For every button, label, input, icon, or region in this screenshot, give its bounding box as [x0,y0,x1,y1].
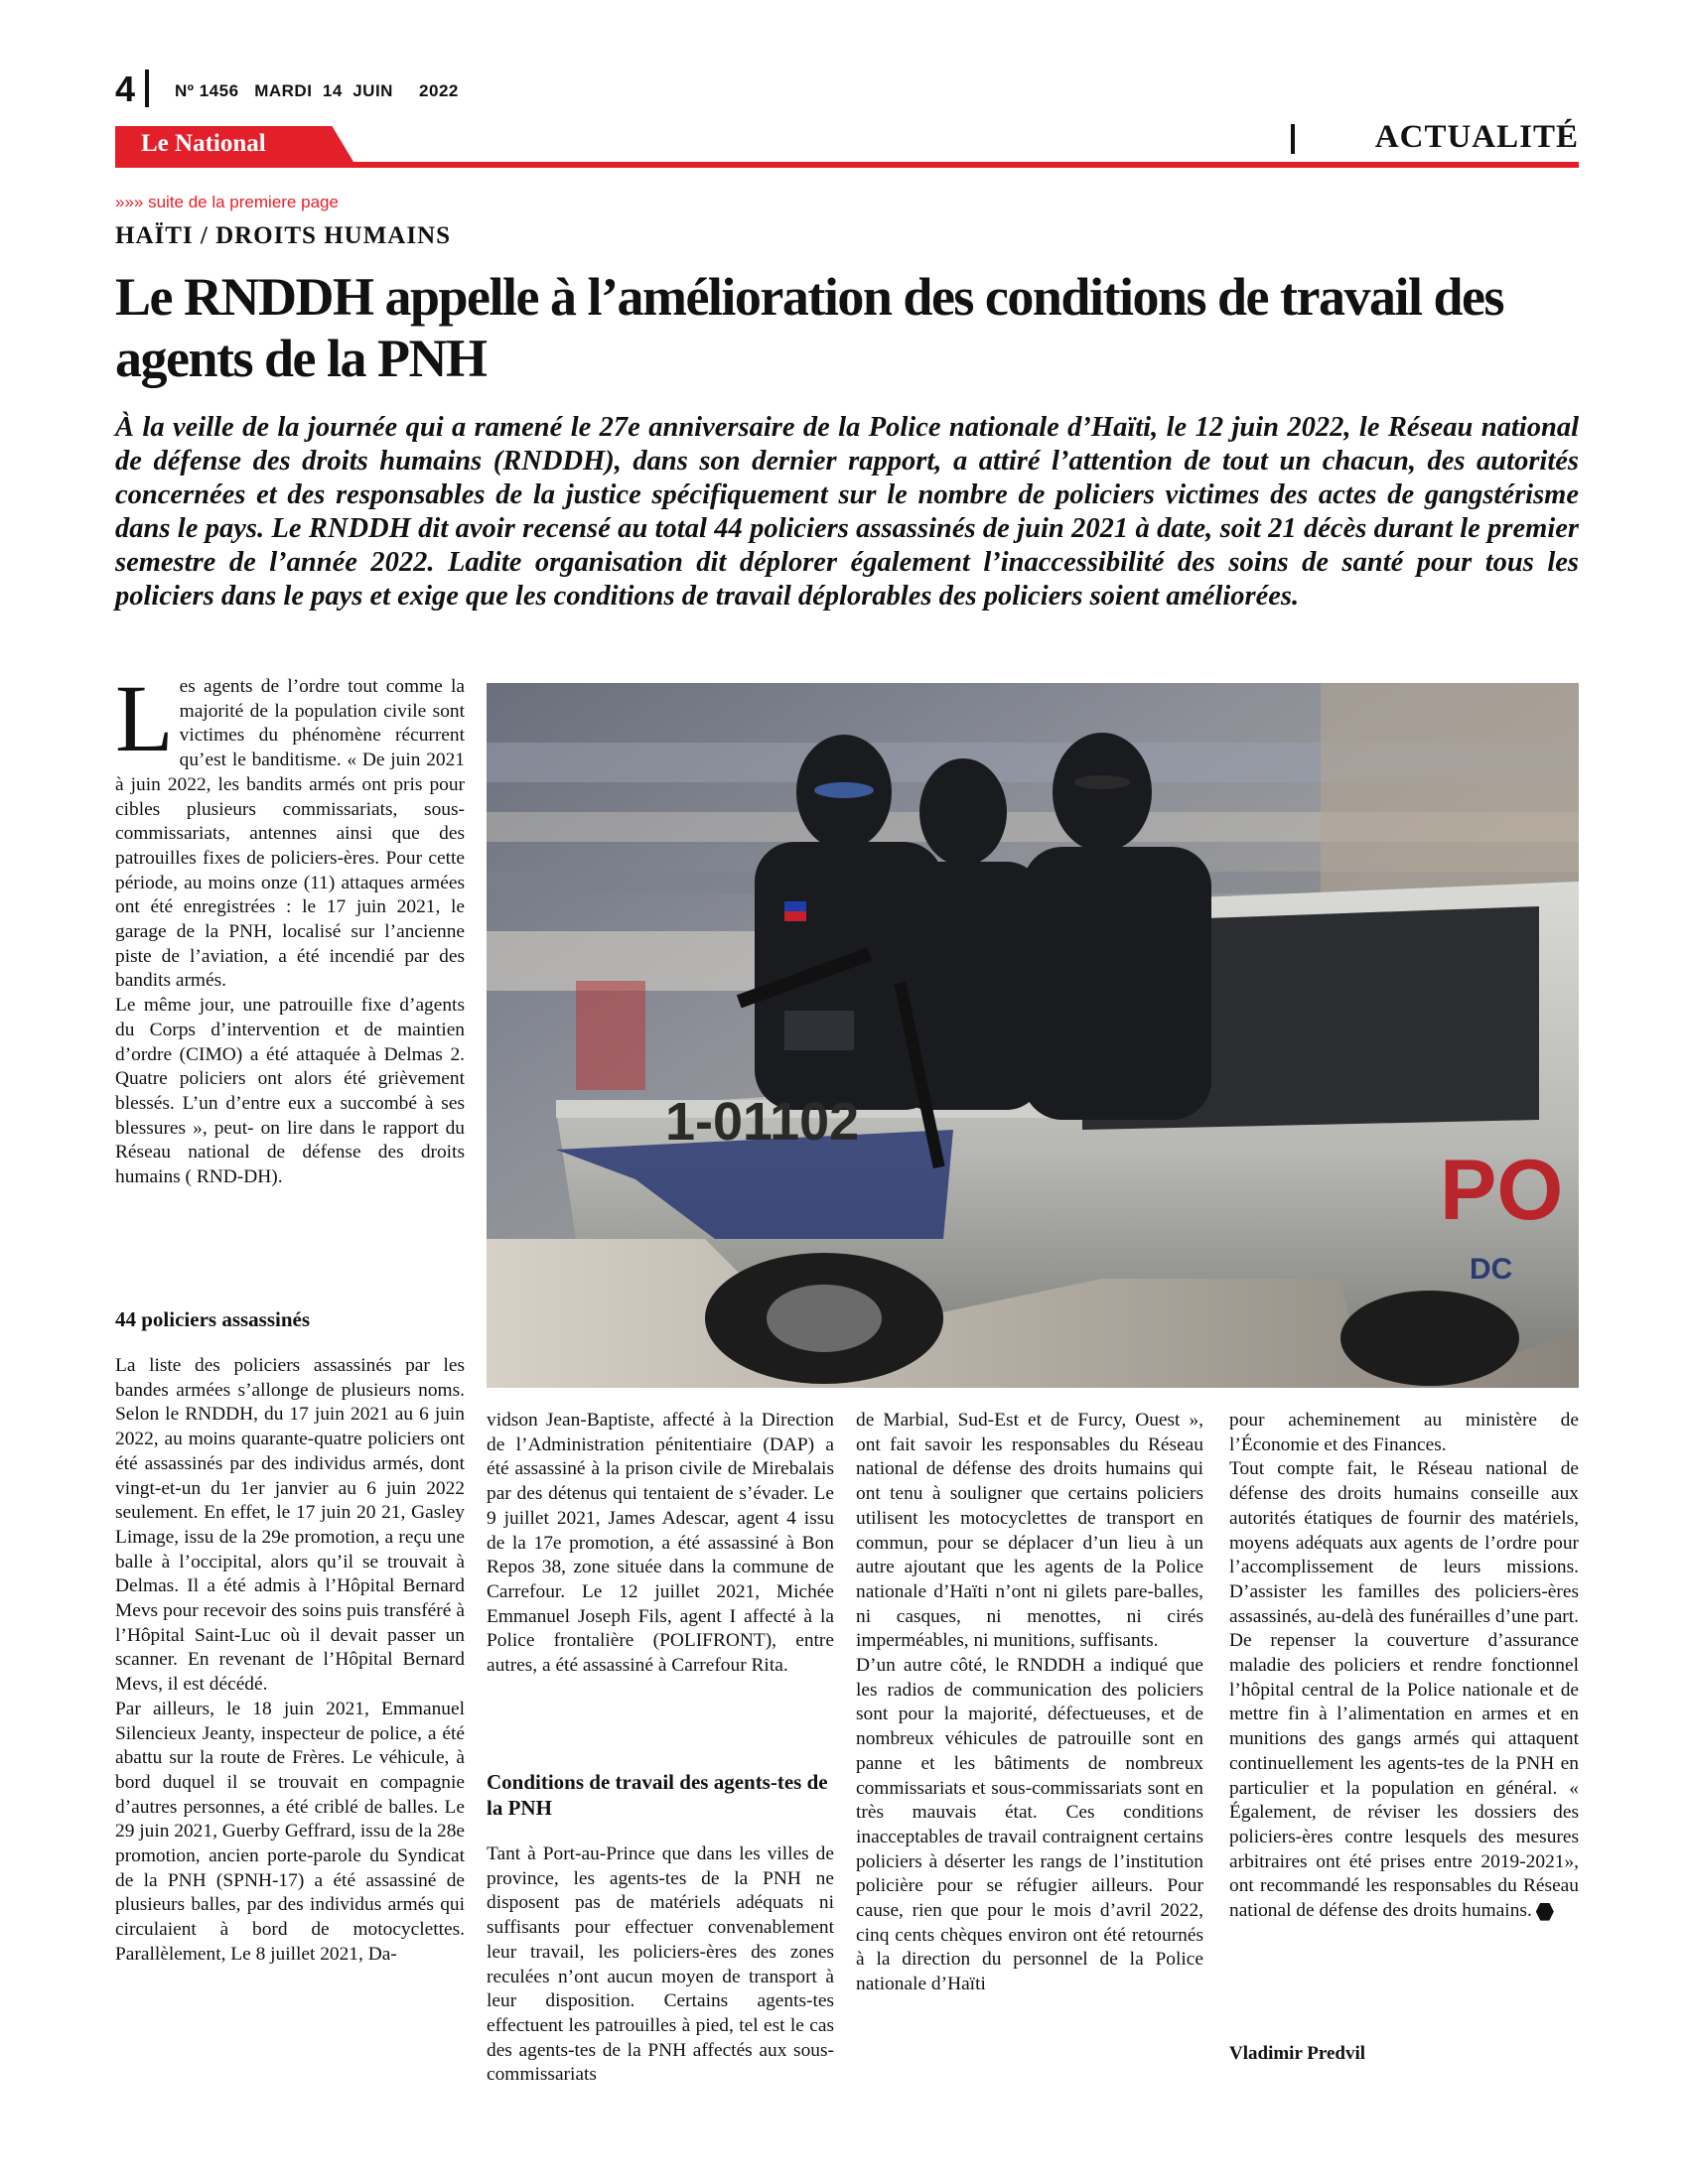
paragraph-9: pour acheminement au ministère de l’Économie et des Finances. [1229,1410,1579,1455]
paragraph-10: Tout compte fait, le Réseau national de défense des droits humains conseille aux autorités étatiques de fournir des matériels, moyens adéquats aux agents de l’ordre pour l’accomplissement de leurs missions. D’assister les familles des policiers-ères assassinés, au-delà des funérailles d’une part. De repenser la couverture d’assurance maladie des policiers et rendre fonctionnel l’hôpital central de la Police nationale et de mettre fin à l’alimentation en armes et en munitions des gangs armés qui attaquent continuellement les agents-tes de la PNH en particulier et la population en général. « Également, de réviser les dossiers des policiers-ères contre lesquels des mesures arbitraires ont été prises entre 2019-2021», ont recommandé les responsables du Réseau national de défense des droits humains. [1229,1458,1579,1922]
police-truck-image [487,683,1579,1388]
article-lede: À la veille de la journée qui a ramené le 27e anniversaire de la Police nationale d’Haïti, le 12 juin 2022, le Réseau national de défense des droits humains (RNDDH), dans son dernier rapport, a attiré l’attention de tout un chacun, des autorités concernées et des responsables de la justice spécifiquement sur le nombre de policiers victimes des actes de gangstérisme dans le pays. Le RNDDH dit avoir recensé au total 44 policiers assassinés de juin 2021 à date, soit 21 décès durant le premier semestre de l’année 2022. Ladite organisation dit déplorer également l’inaccessibilité des soins de santé pour tous les policiers dans le pays et exige que les conditions de travail déplorables des policiers soient améliorées. [115,412,1579,612]
paragraph-8: D’un autre côté, le RNDDH a indiqué que les radios de communication des policiers sont pour la majorité, défectueuses, et de nombreux véhicules de patrouille sont en panne et les bâtiments de nombreux commissariats et sous-commissariats sont en très mauvais état. Ces conditions inacceptables de travail contraignent certains policiers à déserter les rangs de l’institution policière pour se réfugier ailleurs. Pour cause, rien que pour le mois d’avril 2022, cinq cents chèques environ ont été retournés à la direction du personnel de la Police nationale d’Haïti [856,1655,1203,1995]
paragraph-4: Par ailleurs, le 18 juin 2021, Emmanuel Silencieux Jeanty, inspecteur de police, a été abattu sur la route de Frères. Le véhicule, à bord duquel il se trouvait en compagnie d’autres personnes, a été criblé de balles. Le 29 juin 2021, Guerby Geffrard, issu de la 28e promotion, ancien porte-parole du Syndicat de la PNH (SPNH-17) a été assassiné de plusieurs balles, par des individus armés qui circulaient à bord de motocyclettes. Parallèlement, Le 8 juillet 2021, Da- [115,1698,465,1965]
issue-date-line: Nº 1456 MARDI 14 JUIN 2022 [175,81,459,100]
paragraph-7: de Marbial, Sud-Est et de Furcy, Ouest », ont fait savoir les responsables du Réseau national de défense des droits humains qui ont tenu à souligner que certains policiers utilisent les motocyclettes de transport en commun, pour se déplacer d’un lieu à un autre ajoutant que les agents de la Police nationale d’Haïti n’ont ni gilets pare-balles, ni casques, ni menottes, ni cirés imperméables, ni munitions, suffisants. [856,1410,1203,1652]
column-4 [1229,1409,1579,1924]
door-sub-lettering: DC [1470,1253,1513,1286]
page-number-divider [145,69,149,107]
section-title: ACTUALITÉ [1374,119,1579,155]
article-headline: Le RNDDH appelle à l’amélioration des conditions de travail des agents de la PNH [115,267,1503,388]
vehicle-number: 1-01102 [665,1092,860,1152]
continued-note: »»» suite de la premiere page [115,193,339,211]
column-1-body [115,1354,465,1968]
page-number: 4 [115,68,136,109]
paragraph-1: es agents de l’ordre tout comme la majorité de la population civile sont victimes du phénomène récurrent qu’est le banditisme. « De juin 2021 à juin 2022, les bandits armés ont pris pour cibles plusieurs commissariats, sous-commissariats, antennes ainsi que des patrouilles fixes de policiers-ères. Pour cette période, au moins onze (11) attaques armées ont été enregistrées : le 17 juin 2021, le garage de la PNH, localisé sur l’ancienne piste de l’aviation, a été incendié par des bandits armés. [115,676,465,992]
column-1-intro [115,665,465,1190]
paragraph-5: vidson Jean-Baptiste, affecté à la Direction de l’Administration pénitentiaire (DAP) a été assassiné à la prison civile de Mirebalais par des détenus qui tentaient de s’évader. Le 9 juillet 2021, James Adescar, agent 4 issu de la 17e promotion, a été assassiné à Bon Repos 38, zone située dans la commune de Carrefour. Le 12 juillet 2021, Michée Emmanuel Joseph Fils, agent I affecté à la Police frontalière (POLIFRONT), entre autres, a été assassiné à Carrefour Rita. [487,1410,834,1677]
column-2-body [487,1843,834,2088]
paragraph-6: Tant à Port-au-Prince que dans les villes de province, les agents-tes de la PNH ne disposent pas de matériels adéquats ni suffisants pour effectuer convenablement leur travail, les policiers-ères des zones reculées n’ont aucun moyen de transport à leur disposition. Certains agents-tes effectuent les patrouilles à pied, tel est le cas des agents-tes de la PNH affectés aux sous-commissariats [487,1843,834,2086]
paragraph-2: Le même jour, une patrouille fixe d’agents du Corps d’intervention et de maintien d’ordre (CIMO) a été attaquée à Delmas 2. Quatre policiers ont alors été grièvement blessés. L’un d’entre eux a succombé à ses blessures », peut- on lire dans le rapport du Réseau national de défense des droits humains ( RND-DH). [115,995,465,1188]
paragraph-3: La liste des policiers assassinés par les bandes armées s’allonge de plusieurs noms. Selon le RNDDH, du 17 juin 2021 au 6 juin 2022, au moins quarante-quatre policiers ont été assassinés par des individus armés, dont vingt-et-un du 1er janvier au 6 juin 2022 seulement. En effet, le 17 juin 20 21, Gasley Limage, issu de la 29e promotion, a reçu une balle à l’occipital, alors qu’il se trouvait à Delmas. Il a été admis à l’Hôpital Bernard Mevs pour recevoir des soins puis transféré à l’Hôpital Saint-Luc où il devait passer un scanner. En revenant de l’Hôpital Bernard Mevs, il est décédé. [115,1355,465,1696]
door-lettering: PO [1440,1143,1564,1238]
header-rule [115,162,1579,168]
article-photo [487,683,1579,1388]
drop-cap: L [115,665,174,771]
end-mark-icon [1536,1903,1554,1921]
brand-name: Le National [141,130,266,157]
column-2-top [487,1409,834,1679]
article-byline: Vladimir Predvil [1229,2043,1366,2064]
subhead-working-conditions: Conditions de travail des agents-tes de la PNH [487,1770,828,1820]
subhead-assassinated: 44 policiers assassinés [115,1307,311,1331]
article-rubric: HAÏTI / DROITS HUMAINS [115,222,452,249]
column-3 [856,1409,1203,1997]
